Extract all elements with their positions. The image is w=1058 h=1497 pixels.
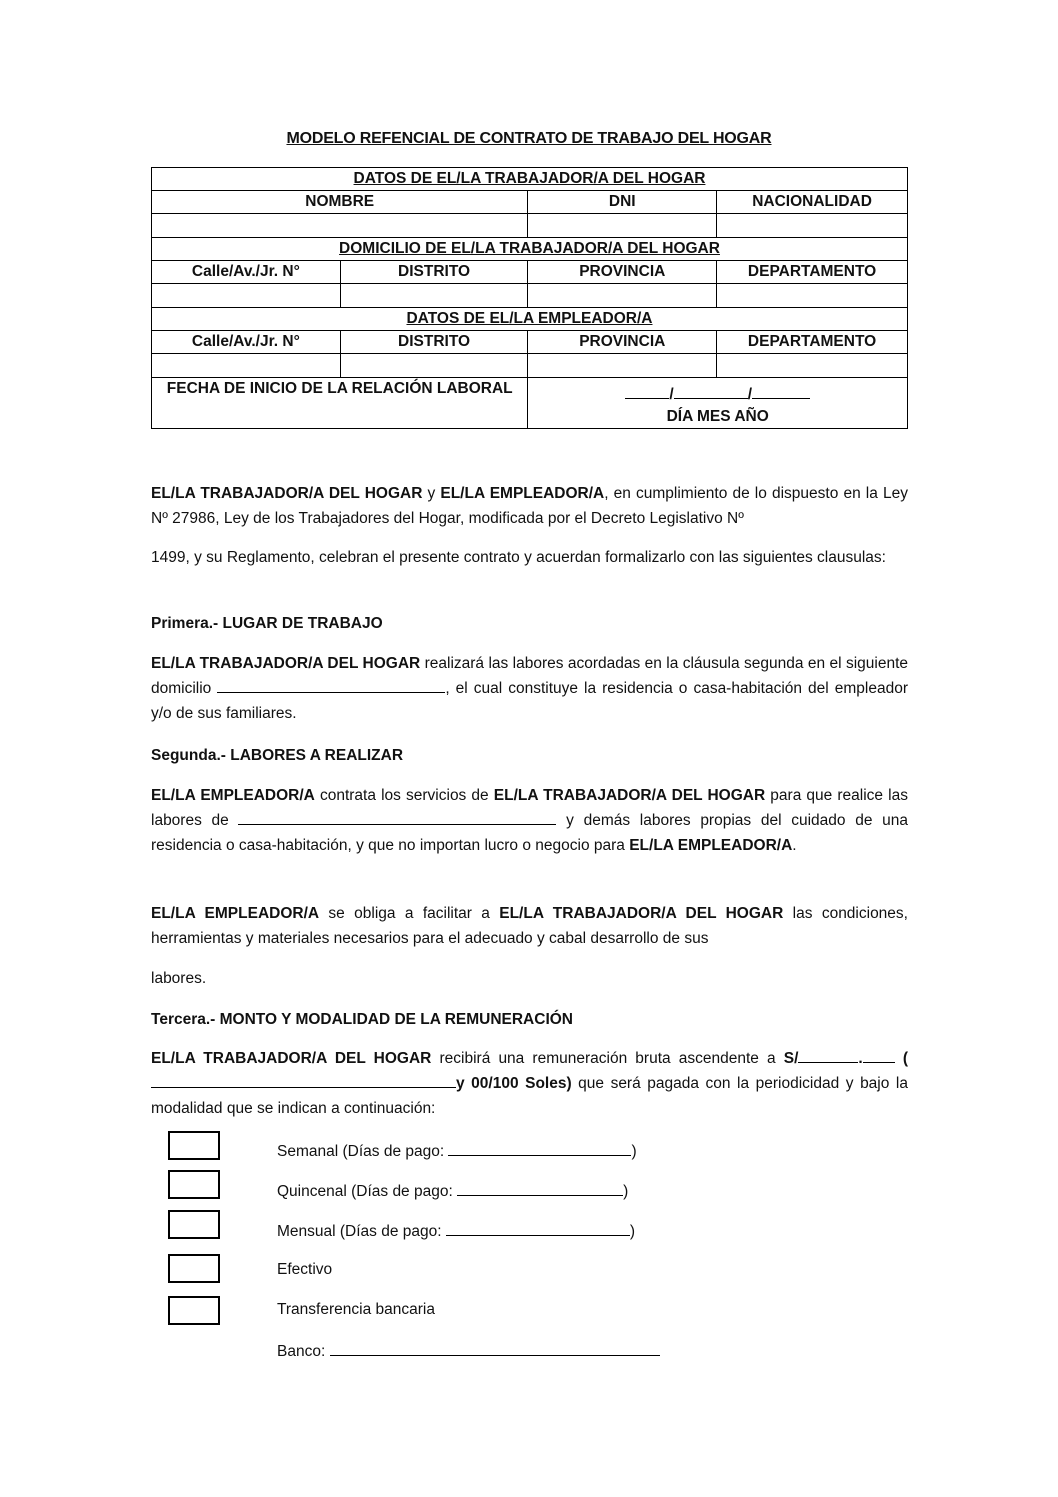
- transferencia-checkbox[interactable]: [168, 1296, 220, 1325]
- transferencia-option: Transferencia bancaria: [277, 1301, 435, 1318]
- fecha-inicio-label: FECHA DE INICIO DE LA RELACIÓN LABORAL: [152, 378, 528, 429]
- worker-calle-cell[interactable]: [152, 284, 341, 308]
- mensual-checkbox[interactable]: [168, 1210, 220, 1239]
- clause-1-text: EL/LA TRABAJADOR/A DEL HOGAR realizará las labores acordadas en la cláusula segunda en el siguiente domicilio , el cual constituye la residencia o casa-habitación del empleador y/o de sus familiares.: [151, 655, 908, 722]
- amount-integer-blank[interactable]: [798, 1046, 858, 1063]
- nombre-header: NOMBRE: [152, 191, 528, 214]
- amount-words-blank[interactable]: [151, 1071, 456, 1088]
- employer-calle-cell[interactable]: [152, 354, 341, 378]
- date-blanks[interactable]: / /: [528, 382, 907, 406]
- clause-1-heading: Primera.- LUGAR DE TRABAJO: [151, 615, 383, 632]
- clause-2-text: EL/LA EMPLEADOR/A contrata los servicios de EL/LA TRABAJADOR/A DEL HOGAR para que realice las labores de y demás labores propias del cuidado de una residencia o casa-habitación, y que no importan lucro o negocio para EL/LA EMPLEADOR/A.: [151, 787, 908, 854]
- employer-distrito-cell[interactable]: [340, 354, 528, 378]
- dni-header: DNI: [528, 191, 717, 214]
- dni-cell[interactable]: [528, 214, 717, 238]
- intro-paragraph: EL/LA TRABAJADOR/A DEL HOGAR y EL/LA EMPLEADOR/A, en cumplimiento de lo dispuesto en la Ley Nº 27986, Ley de los Trabajadores del Hogar, modificada por el Decreto Legislativo Nº: [151, 485, 908, 527]
- semanal-option: Semanal (Días de pago: ): [277, 1139, 637, 1163]
- employer-provincia-header: PROVINCIA: [528, 331, 717, 354]
- semanal-days-blank[interactable]: [448, 1139, 631, 1156]
- employer-calle-header: Calle/Av./Jr. N°: [152, 331, 341, 354]
- worker-data-header: DATOS DE EL/LA TRABAJADOR/A DEL HOGAR: [152, 168, 908, 191]
- clause-3-heading: Tercera.- MONTO Y MODALIDAD DE LA REMUNERACIÓN: [151, 1011, 574, 1028]
- quincenal-checkbox[interactable]: [168, 1170, 220, 1199]
- mensual-days-blank[interactable]: [446, 1219, 630, 1236]
- mensual-option: Mensual (Días de pago: ): [277, 1219, 635, 1243]
- domicilio-blank[interactable]: [217, 676, 445, 693]
- quincenal-days-blank[interactable]: [457, 1179, 623, 1196]
- worker-departamento-cell[interactable]: [717, 284, 908, 308]
- clause-2-heading: Segunda.- LABORES A REALIZAR: [151, 747, 404, 764]
- contract-data-table: [151, 167, 908, 429]
- semanal-checkbox[interactable]: [168, 1131, 220, 1160]
- banco-field: Banco:: [277, 1339, 660, 1363]
- employer-data-header: DATOS DE EL/LA EMPLEADOR/A: [152, 308, 908, 331]
- date-format-label: DÍA MES AÑO: [666, 408, 769, 425]
- quincenal-option: Quincenal (Días de pago: ): [277, 1179, 628, 1203]
- employer-departamento-header: DEPARTAMENTO: [717, 331, 908, 354]
- banco-blank[interactable]: [330, 1339, 660, 1356]
- clause-2-paragraph-3: labores.: [151, 970, 207, 987]
- worker-provincia-cell[interactable]: [528, 284, 717, 308]
- nombre-cell[interactable]: [152, 214, 528, 238]
- efectivo-option: Efectivo: [277, 1261, 333, 1278]
- employer-provincia-cell[interactable]: [528, 354, 717, 378]
- clause-3-text: EL/LA TRABAJADOR/A DEL HOGAR recibirá una remuneración bruta ascendente a S/ . (y 00/100 Soles) que será pagada con la periodicidad y bajo la modalidad que se indican a continuación:: [151, 1046, 908, 1121]
- clause-2-paragraph-2: EL/LA EMPLEADOR/A se obliga a facilitar a EL/LA TRABAJADOR/A DEL HOGAR las condiciones, herramientas y materiales necesarios para el adecuado y cabal desarrollo de sus: [151, 905, 908, 947]
- worker-distrito-cell[interactable]: [340, 284, 528, 308]
- intro-paragraph-2: 1499, y su Reglamento, celebran el presente contrato y acuerdan formalizarlo con las siguientes clausulas:: [151, 549, 886, 566]
- nacionalidad-cell[interactable]: [717, 214, 908, 238]
- fecha-inicio-field[interactable]: [528, 378, 908, 429]
- worker-address-header: DOMICILIO DE EL/LA TRABAJADOR/A DEL HOGAR: [152, 238, 908, 261]
- page-title: MODELO REFENCIAL DE CONTRATO DE TRABAJO DEL HOGAR: [286, 130, 772, 147]
- amount-decimal-blank[interactable]: [863, 1046, 895, 1063]
- distrito-header: DISTRITO: [340, 261, 528, 284]
- efectivo-checkbox[interactable]: [168, 1254, 220, 1283]
- labores-blank[interactable]: [238, 808, 556, 825]
- departamento-header: DEPARTAMENTO: [717, 261, 908, 284]
- employer-departamento-cell[interactable]: [717, 354, 908, 378]
- employer-distrito-header: DISTRITO: [340, 331, 528, 354]
- nacionalidad-header: NACIONALIDAD: [717, 191, 908, 214]
- provincia-header: PROVINCIA: [528, 261, 717, 284]
- calle-header: Calle/Av./Jr. N°: [152, 261, 341, 284]
